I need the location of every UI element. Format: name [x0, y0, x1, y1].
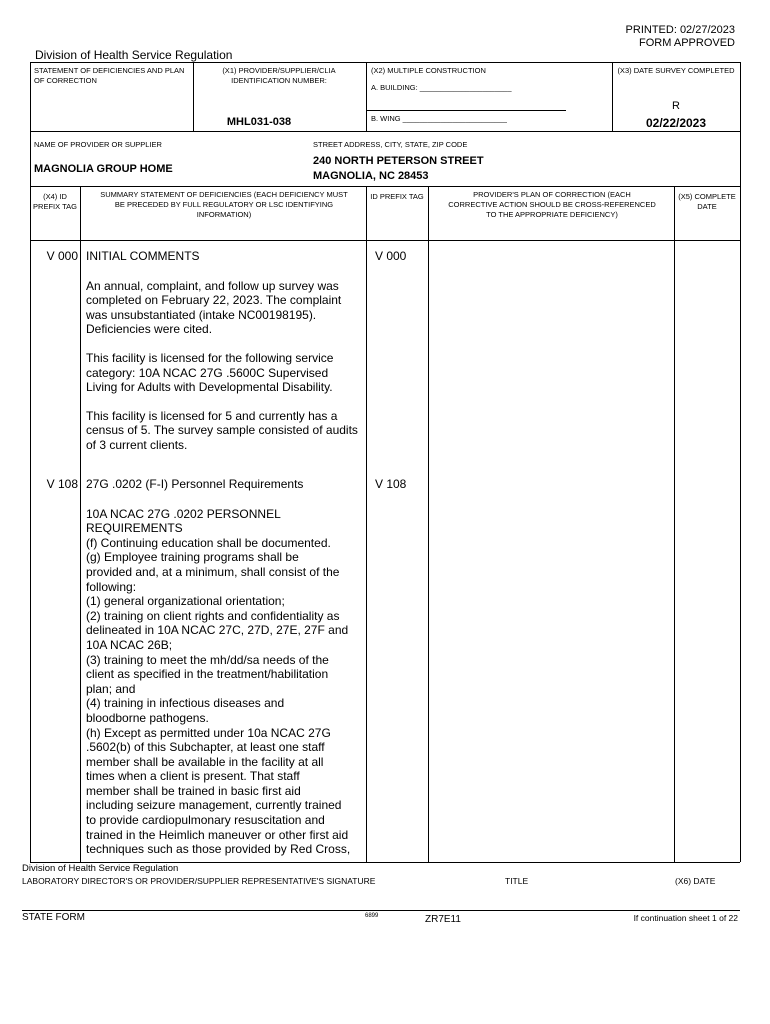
regulation-line: provided and, at a minimum, shall consist of the — [86, 564, 340, 579]
regulation-line: following: — [86, 579, 137, 594]
regulation-line: (h) Except as permitted under 10a NCAC 27G — [86, 725, 331, 740]
footer-agency: Division of Health Service Regulation — [22, 863, 179, 874]
city-state-zip: MAGNOLIA, NC 28453 — [313, 170, 429, 182]
x1-label: (X1) PROVIDER/SUPPLIER/CLIA IDENTIFICATION NUMBER: — [222, 66, 336, 85]
building-label: A. BUILDING: ______________________ — [371, 83, 512, 92]
summary-header: SUMMARY STATEMENT OF DEFICIENCIES (EACH DEFICIENCY MUST BE PRECEDED BY FULL REGULATORY OR LSC IDENTIFYING INFORMATION) — [100, 190, 348, 219]
regulation-line: times when a client is present. That staff — [86, 769, 300, 784]
regulation-line: (f) Continuing education shall be documented. — [86, 535, 331, 550]
continuation-sheet: If continuation sheet 1 of 22 — [633, 913, 738, 923]
x5-header: (X5) COMPLETE DATE — [678, 192, 736, 211]
entry-tag: V 108 — [46, 477, 78, 491]
entry-paragraph: An annual, complaint, and follow up survey was completed on February 22, 2023. The complaint was unsubstantiated (intake NC00198195). Deficiencies were cited. — [86, 278, 342, 337]
regulation-line: (3) training to meet the mh/dd/sa needs of the — [86, 652, 329, 667]
street-address: 240 NORTH PETERSON STREET — [313, 155, 484, 167]
address-label: STREET ADDRESS, CITY, STATE, ZIP CODE — [313, 140, 468, 149]
regulation-line: (4) training in infectious diseases and — [86, 696, 285, 711]
regulation-line: 10A NCAC 26B; — [86, 637, 173, 652]
regulation-line: (g) Employee training programs shall be — [86, 550, 299, 565]
regulation-line: (1) general organizational orientation; — [86, 594, 285, 609]
regulation-line: techniques such as those provided by Red Cross, — [86, 842, 351, 857]
regulation-line: member shall be available in the facility at all — [86, 754, 324, 769]
regulation-line: bloodborne pathogens. — [86, 710, 209, 725]
printed-date: PRINTED: 02/27/2023 — [625, 24, 735, 36]
regulation-line: client as specified in the treatment/habilitation — [86, 667, 329, 682]
entry-paragraph: This facility is licensed for the following service category: 10A NCAC 27G .5600C Supervised Living for Adults with Developmental Disability. — [86, 350, 334, 395]
x3-code: R — [672, 100, 680, 112]
regulation-line: plan; and — [86, 681, 136, 696]
entry-paragraph: This facility is licensed for 5 and currently has a census of 5. The survey sample consisted of audits of 3 current clients. — [86, 408, 358, 452]
provider-name-label: NAME OF PROVIDER OR SUPPLIER — [34, 140, 162, 149]
event-id: ZR7E11 — [425, 914, 461, 925]
x1-value: MHL031-038 — [226, 116, 292, 128]
entry-id-tag: V 000 — [375, 249, 407, 263]
entry-content — [86, 477, 366, 857]
regulation-line: .5602(b) of this Subchapter, at least one staff — [86, 740, 325, 755]
regulation-line: to provide cardiopulmonary resuscitation and — [86, 813, 325, 828]
regulation-line: 10A NCAC 27G .0202 PERSONNEL — [86, 506, 281, 521]
x3-label: (X3) DATE SURVEY COMPLETED — [617, 66, 735, 75]
regulation-line: member shall be trained in basic first aid — [86, 783, 301, 798]
x3-date: 02/22/2023 — [645, 116, 707, 130]
statement-label: STATEMENT OF DEFICIENCIES AND PLAN OF CORRECTION — [34, 66, 185, 85]
entry-title: INITIAL COMMENTS — [86, 249, 200, 263]
form-number: 6899 — [365, 913, 379, 919]
agency-title: Division of Health Service Regulation — [35, 48, 233, 62]
id-prefix-header: ID PREFIX TAG — [370, 192, 424, 201]
signature-label: LABORATORY DIRECTOR'S OR PROVIDER/SUPPLIER REPRESENTATIVE'S SIGNATURE — [22, 876, 376, 886]
title-label: TITLE — [505, 876, 529, 886]
x4-header: (X4) ID PREFIX TAG — [33, 192, 77, 211]
plan-header: PROVIDER'S PLAN OF CORRECTION (EACH CORRECTIVE ACTION SHOULD BE CROSS-REFERENCED TO THE APPROPRIATE DEFICIENCY) — [448, 190, 656, 219]
wing-label: B. WING _________________________ — [371, 114, 507, 123]
regulation-line: trained in the Heimlich maneuver or other first aid — [86, 827, 349, 842]
regulation-line: delineated in 10A NCAC 27C, 27D, 27E, 27F and — [86, 623, 349, 638]
form-approved: FORM APPROVED — [639, 37, 735, 49]
provider-name: MAGNOLIA GROUP HOME — [34, 163, 173, 175]
entry-title: 27G .0202 (F-I) Personnel Requirements — [86, 477, 304, 491]
entry-content — [86, 249, 362, 467]
regulation-line: (2) training on client rights and confidentiality as — [86, 608, 340, 623]
entry-id-tag: V 108 — [375, 477, 407, 491]
entry-tag: V 000 — [46, 249, 78, 263]
x6-date-label: (X6) DATE — [675, 876, 716, 886]
regulation-line: including seizure management, currently trained — [86, 798, 342, 813]
regulation-line: REQUIREMENTS — [86, 521, 183, 536]
state-form-label: STATE FORM — [22, 912, 85, 923]
x2-label: (X2) MULTIPLE CONSTRUCTION — [371, 66, 486, 75]
